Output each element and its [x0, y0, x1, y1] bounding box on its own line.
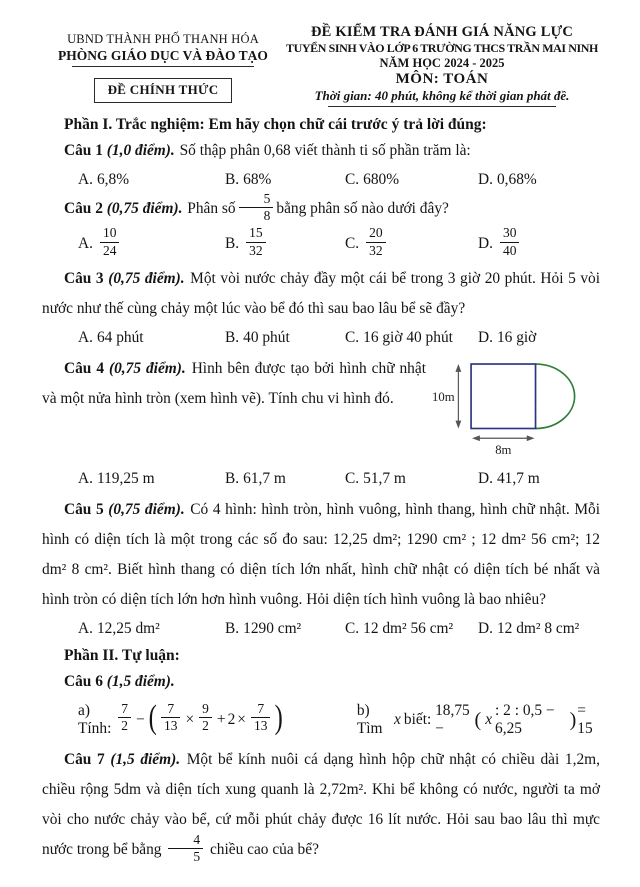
fraction-denominator: 2 [199, 717, 212, 733]
option-key: B. [225, 171, 240, 188]
option-key: B. [225, 469, 240, 487]
times-operator: × [185, 710, 195, 728]
question-points: (1,5 điểm). [110, 750, 181, 768]
question-5-options [78, 615, 600, 643]
question-4-options [78, 465, 600, 493]
option-b [225, 615, 345, 643]
question-label: Câu 3 [64, 269, 104, 287]
question-4-text [42, 354, 426, 461]
option-value: 0,68% [496, 171, 537, 188]
right-parenthesis: ) [569, 708, 577, 731]
fraction [239, 192, 274, 223]
option-value: 16 giờ [496, 328, 537, 346]
question-3 [42, 264, 600, 324]
option-key: C. [345, 328, 360, 346]
fraction-numerator: 30 [502, 225, 517, 241]
option-key: D. [478, 619, 493, 637]
question-6-formulas [42, 699, 600, 738]
variable-x: x [394, 710, 401, 728]
left-parenthesis: ( [148, 699, 157, 737]
option-b [225, 225, 345, 259]
question-text: Một bể kính nuôi cá dạng hình hộp chữ nhật có chiều dài 1,2m, chiều rộng 5dm và diện tích xung quanh là 2,72m². Khi bể không có nước, người ta mở vòi cho nước chảy vào bể, cứ mỗi phút chảy được 16 lít nước. Hỏi sau bao lâu thì mực nước trong bể bằng [42, 750, 600, 858]
question-points: (0,75 điểm). [108, 269, 185, 287]
fraction-numerator: 7 [257, 701, 265, 717]
fraction-denominator: 32 [246, 242, 266, 258]
option-key: C. [345, 171, 360, 188]
expression-middle: : 2 : 0,5 − 6,25 [495, 701, 555, 737]
question-points: (0,75 điểm). [108, 359, 186, 377]
part2-heading: Phần II. Tự luận: [64, 646, 180, 664]
fraction [100, 226, 120, 257]
fraction [161, 702, 181, 733]
option-d [478, 324, 600, 352]
option-value: 6,8% [96, 171, 130, 188]
fraction-numerator: 4 [193, 831, 201, 847]
question-label: Câu 1 [64, 142, 103, 159]
question-6 [42, 667, 600, 697]
question-points: (1,0 điểm). [106, 142, 175, 159]
issuing-authority-line: UBND THÀNH PHỐ THANH HÓA [67, 32, 259, 46]
option-value: 64 phút [96, 328, 144, 346]
integer-term: 2 [227, 710, 236, 728]
question-label: Câu 5 [64, 500, 104, 518]
option-c [345, 615, 478, 643]
question-points: (0,75 điểm). [106, 200, 183, 218]
question-text: Có 4 hình: hình tròn, hình vuông, hình thang, hình chữ nhật. Mỗi hình có diện tích là một trong các số đo sau: 12,25 dm²; 1290 cm² ; 12 dm² 56 cm²; 12 dm² 8 cm². Biết hình thang có diện tích lớn nhất, hình chữ nhật có diện tích bé nhất và hình tròn có diện tích lớn hơn hình vuông. Hỏi diện tích hình vuông là bao nhiêu? [42, 500, 600, 608]
formula-prefix: a) Tính: [78, 701, 112, 737]
option-a [78, 166, 225, 194]
fraction-denominator: 2 [118, 717, 131, 733]
option-c [345, 225, 478, 259]
subject-line: MÔN: TOÁN [395, 71, 489, 87]
option-key: B. [225, 619, 240, 637]
question-points: (1,5 điểm). [106, 672, 175, 690]
fraction-denominator: 5 [168, 848, 203, 864]
option-key: D. [478, 469, 493, 487]
option-a [78, 615, 225, 643]
times-operator: × [237, 710, 246, 728]
option-key: A. [78, 469, 93, 487]
option-key: C. [345, 234, 360, 252]
duration-line: Thời gian: 40 phút, không kể thời gian phát đề. [314, 88, 570, 103]
school-year-line: NĂM HỌC 2024 - 2025 [379, 56, 505, 70]
question-label: Câu 2 [64, 200, 103, 218]
fraction-numerator: 5 [263, 191, 271, 206]
option-b [225, 324, 345, 352]
option-c [345, 324, 478, 352]
question-label: Câu 4 [64, 359, 105, 377]
height-arrow [455, 364, 461, 428]
fraction [168, 833, 203, 864]
option-d [478, 225, 600, 259]
option-d [478, 615, 600, 643]
right-parenthesis: ) [275, 699, 284, 737]
header-left-column [42, 24, 284, 107]
expression-right: = 15 [577, 701, 593, 737]
option-key: C. [345, 619, 360, 637]
formula-prefix: b) Tìm [356, 701, 383, 737]
option-value: 16 giờ 40 phút [363, 328, 453, 346]
minus-operator: − [135, 710, 145, 728]
option-key: D. [478, 234, 493, 252]
rectangle-shape [471, 364, 535, 428]
option-value: 1290 cm² [243, 619, 302, 637]
option-key: A. [78, 328, 93, 346]
formula-prefix: biết: [403, 710, 432, 728]
option-value: 61,7 m [243, 469, 286, 487]
option-key: B. [225, 234, 240, 252]
option-key: D. [478, 171, 493, 188]
header-right-column [284, 24, 600, 107]
option-b [225, 465, 345, 493]
option-key: B. [225, 328, 240, 346]
fraction [251, 702, 271, 733]
option-value: 12 dm² 8 cm² [496, 619, 580, 637]
question-text: bằng phân số nào dưới đây? [276, 200, 449, 218]
question-text: Hình bên được tạo bởi hình chữ nhật và một nửa hình tròn (xem hình vẽ). Tính chu vi hình đó. [42, 359, 426, 407]
question-text: Số thập phân 0,68 viết thành ti số phần trăm là: [179, 142, 471, 159]
option-key: A. [78, 234, 93, 252]
question-6a-formula [78, 699, 285, 738]
fraction-denominator: 8 [239, 207, 274, 223]
header-right-divider [328, 106, 556, 107]
question-2 [42, 191, 600, 225]
question-1-options [78, 166, 600, 194]
option-value: 41,7 m [496, 469, 540, 487]
variable-x: x [485, 710, 493, 728]
option-d [478, 166, 600, 194]
question-3-options [78, 324, 600, 352]
width-arrow [472, 435, 535, 441]
fraction-denominator: 32 [366, 242, 386, 258]
question-6b-formula [357, 702, 600, 738]
option-value: 680% [363, 171, 400, 188]
exam-title-line: ĐỀ KIỂM TRA ĐÁNH GIÁ NĂNG LỰC [311, 24, 573, 40]
admission-line: TUYỂN SINH VÀO LỚP 6 TRƯỜNG THCS TRẦN MAI NINH [286, 41, 598, 55]
question-7 [42, 745, 600, 866]
option-key: A. [78, 619, 93, 637]
fraction-numerator: 9 [202, 701, 209, 717]
option-a [78, 465, 225, 493]
option-key: A. [78, 171, 93, 188]
question-4-figure [426, 354, 600, 461]
option-value: 40 phút [243, 328, 290, 346]
left-parenthesis: ( [474, 708, 482, 731]
option-value: 68% [243, 171, 272, 188]
question-text: Phân số [187, 200, 236, 218]
fraction-denominator: 13 [161, 717, 181, 733]
question-label: Câu 7 [64, 750, 105, 768]
fraction-denominator: 40 [500, 242, 520, 258]
fraction-denominator: 24 [100, 242, 120, 258]
option-b [225, 166, 345, 194]
option-d [478, 465, 600, 493]
question-2-options [78, 225, 600, 263]
question-points: (0,75 điểm). [108, 500, 185, 518]
part1-heading: Phần I. Trắc nghiệm: Em hãy chọn chữ cái trước ý trả lời đúng: [64, 116, 487, 133]
rect-semicircle-figure [432, 358, 600, 456]
fraction [500, 226, 520, 257]
fraction [366, 226, 386, 257]
option-key: C. [345, 469, 360, 487]
option-value: 51,7 m [363, 469, 406, 487]
fraction [118, 702, 131, 733]
fraction-numerator: 7 [121, 701, 128, 717]
fraction-numerator: 10 [102, 225, 117, 241]
plus-operator: + [216, 710, 226, 728]
option-value: 12 dm² 56 cm² [363, 619, 454, 637]
option-a [78, 324, 225, 352]
expression-left: 18,75 − [435, 701, 470, 737]
option-value: 119,25 m [96, 469, 155, 487]
department-line: PHÒNG GIÁO DỤC VÀ ĐÀO TẠO [58, 48, 268, 63]
question-text: Một vòi nước chảy đầy một cái bể trong 3 giờ 20 phút. Hỏi 5 vòi nước như thế cùng chảy một lúc vào bể đó thì sau bao lâu bể sẽ đầy? [42, 269, 600, 317]
fraction-denominator: 13 [251, 717, 271, 733]
fraction-numerator: 15 [249, 225, 263, 241]
width-label: 8m [495, 442, 512, 456]
official-exam-stamp: ĐỀ CHÍNH THỨC [94, 78, 233, 103]
option-a [78, 225, 225, 259]
question-4 [42, 354, 600, 461]
option-c [345, 465, 478, 493]
semicircle-arc [536, 364, 575, 428]
fraction [246, 226, 266, 257]
fraction [199, 702, 212, 733]
option-c [345, 166, 478, 194]
height-label: 10m [432, 389, 455, 404]
option-value: 12,25 dm² [96, 619, 160, 637]
question-label: Câu 6 [64, 672, 103, 690]
question-1 [42, 136, 600, 166]
fraction-numerator: 20 [369, 225, 383, 241]
question-text: chiều cao của bể? [209, 840, 319, 858]
option-key: D. [478, 328, 493, 346]
question-5 [42, 495, 600, 615]
exam-header [42, 24, 600, 107]
fraction-numerator: 7 [167, 701, 175, 717]
